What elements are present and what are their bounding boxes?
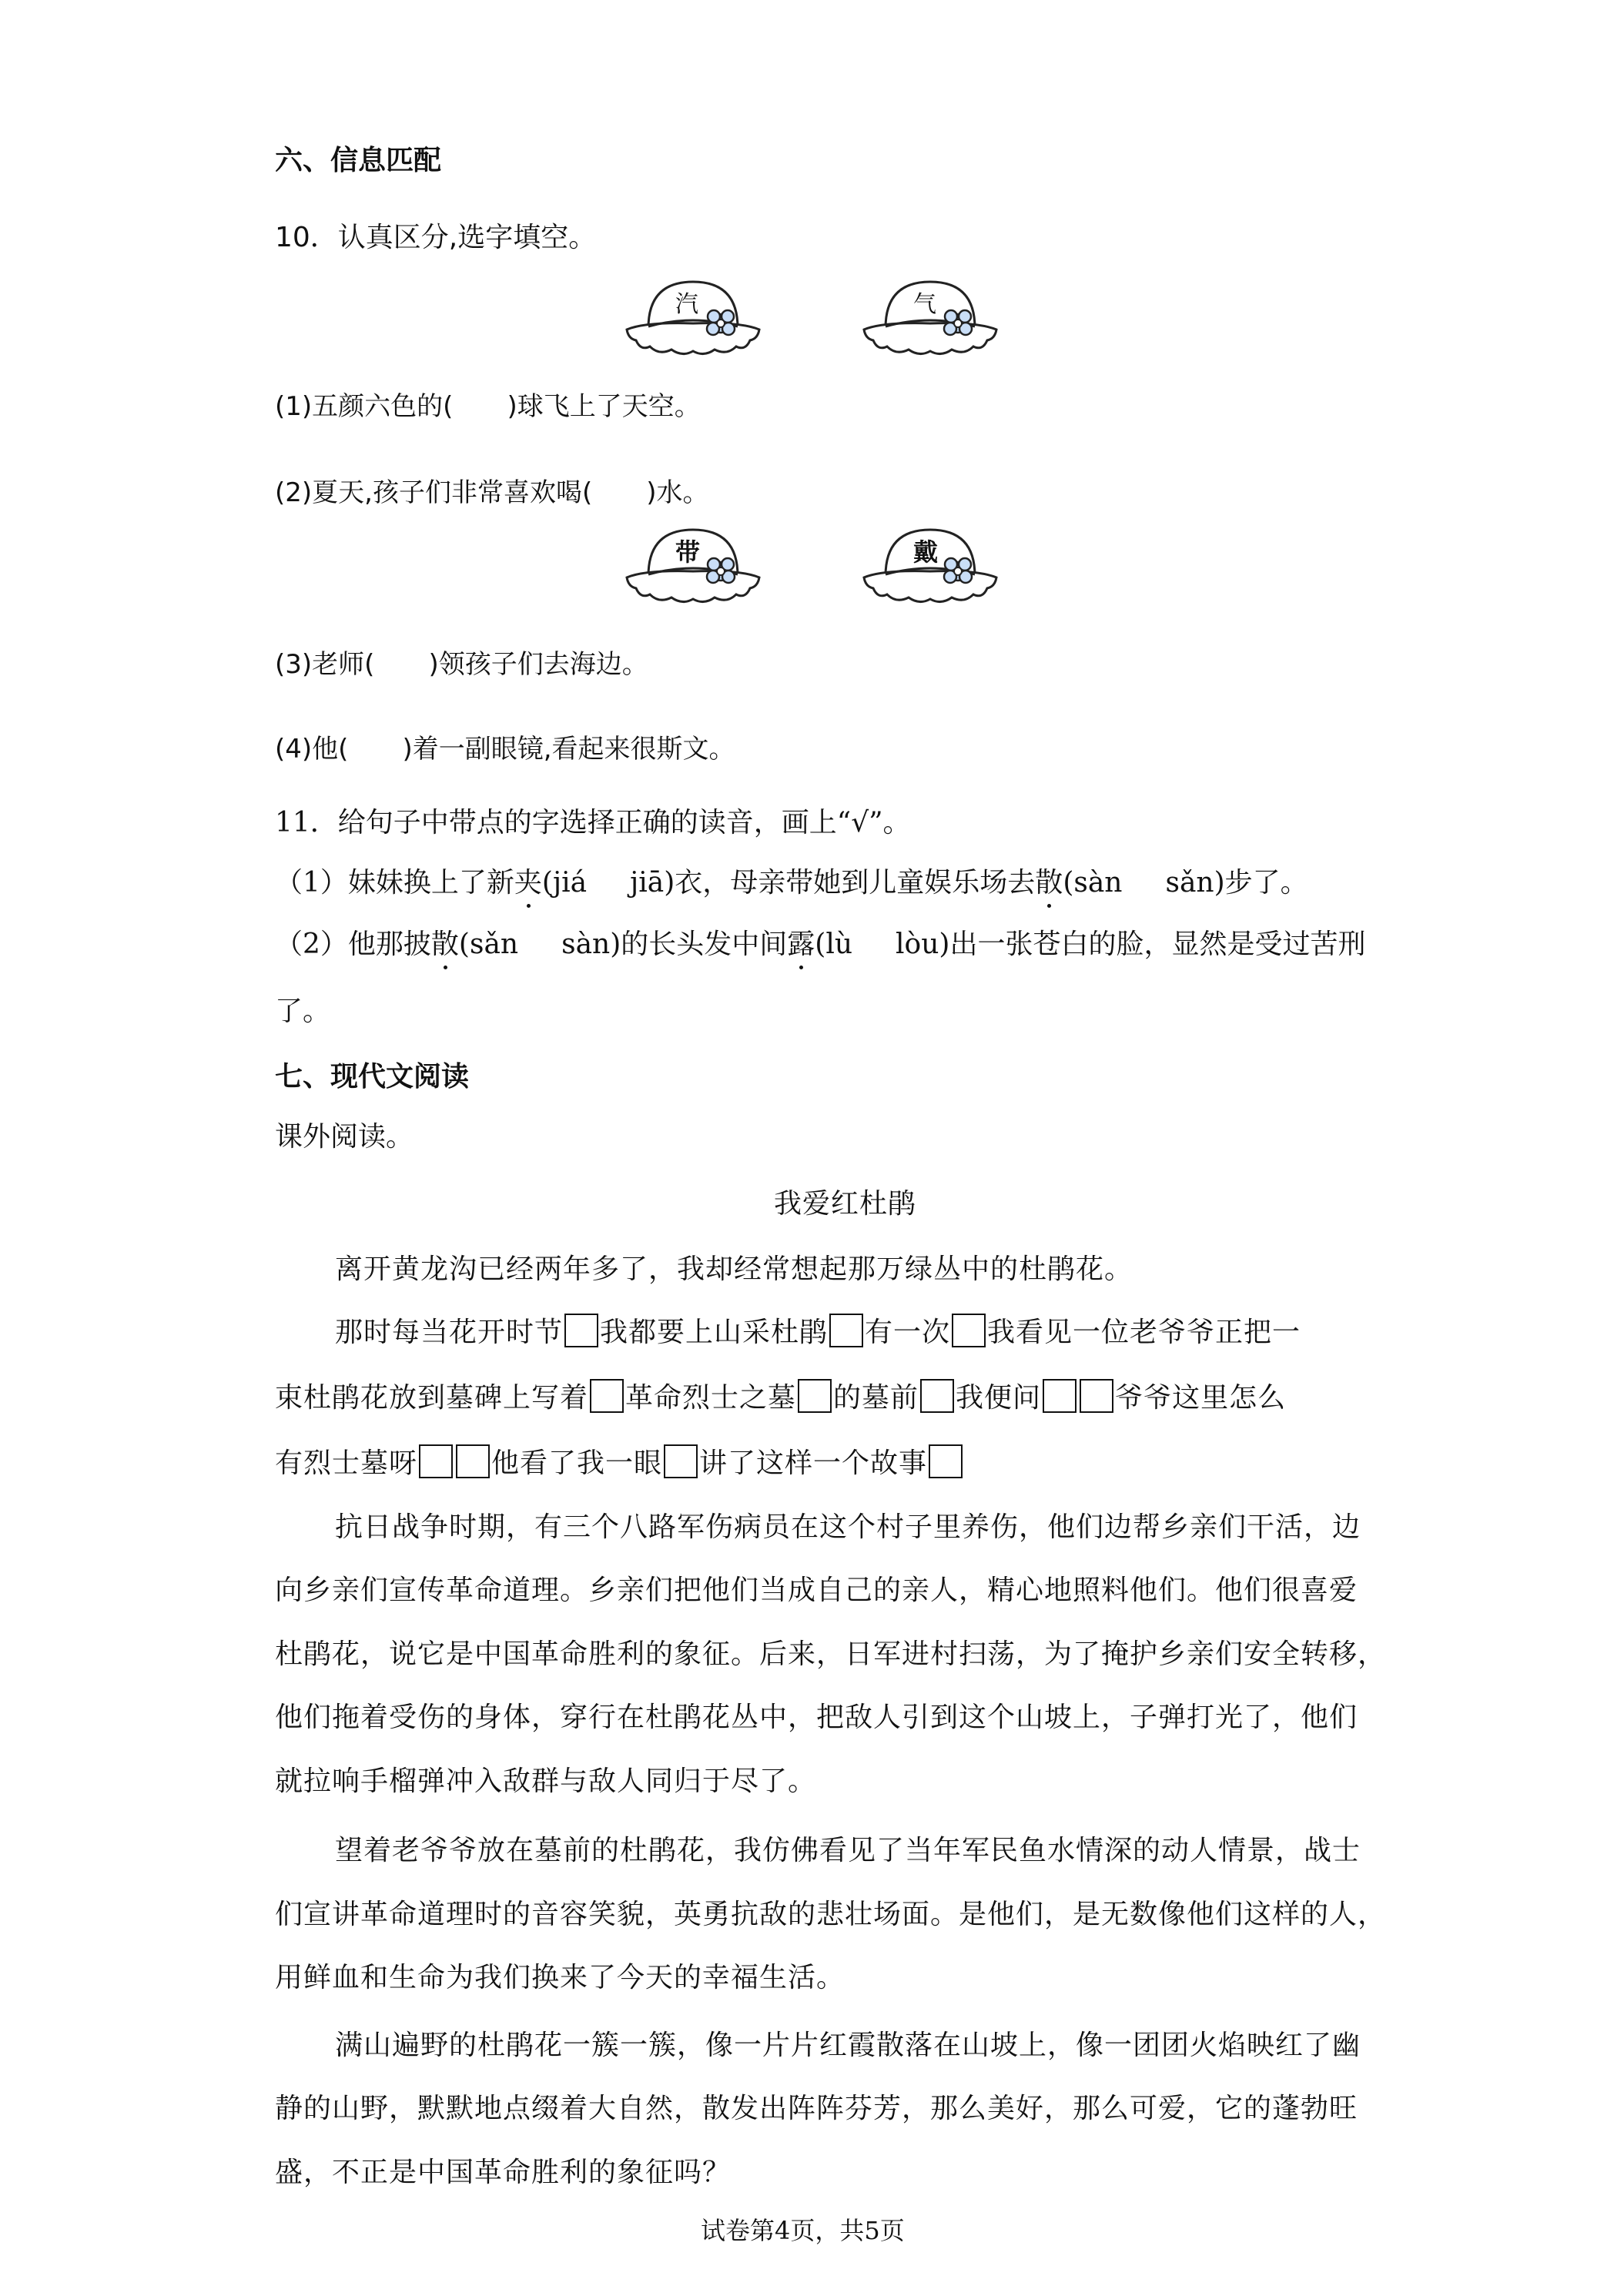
q10-item-3-pre: (3)老师( <box>275 649 375 680</box>
punct-box-1[interactable] <box>564 1314 598 1347</box>
q11-s2-option-san3[interactable]: (sǎn <box>458 929 519 960</box>
q10-item-2-pre: (2)夏天,孩子们非常喜欢喝( <box>275 477 593 508</box>
punct-box-3[interactable] <box>952 1314 986 1347</box>
q10-item-1-post: )球飞上了天空。 <box>507 391 701 422</box>
q11-s1-text-1: （1）妹妹换上了新 <box>275 867 514 899</box>
q11-sentence-2-cont: 了。 <box>275 996 331 1027</box>
q11-prompt: 11．给句子中带点的字选择正确的读音，画上“√”。 <box>275 807 911 838</box>
article-p5-line-2: 静的山野，默默地点缀着大自然，散发出阵阵芬芳，那么美好，那么可爱，它的蓬勃旺 <box>275 2093 1358 2124</box>
q10-item-1-pre: (1)五颜六色的( <box>275 391 454 422</box>
article-p5-line-3: 盛，不正是中国革命胜利的象征吗？ <box>275 2157 732 2188</box>
q11-s1-option-san4[interactable]: (sàn <box>1063 867 1123 899</box>
article-p1: 离开黄龙沟已经两年多了，我却经常想起那万绿丛中的杜鹃花。 <box>335 1253 1133 1285</box>
article-p4-line-3: 用鲜血和生命为我们换来了今天的幸福生活。 <box>275 1962 845 1993</box>
q11-s2-dotted-char-1: 散 <box>431 922 459 962</box>
q11-s2-option-lu4[interactable]: (lù <box>815 929 853 960</box>
q11-s2-text-1: （2）他那披 <box>275 929 431 960</box>
hat-label-qi-2: 气 <box>913 291 936 318</box>
article-p3-line-3: 杜鹃花，说它是中国革命胜利的象征。后来，日军进村扫荡，为了掩护乡亲们安全转移， <box>275 1638 1387 1670</box>
q10-item-1 <box>275 385 701 423</box>
q11-s1-option-jia2[interactable]: (jiá <box>541 867 588 899</box>
q10-item-2 <box>275 471 709 509</box>
q11-s2-dotted-char-2: 露 <box>787 922 815 962</box>
section-7-subtitle: 课外阅读。 <box>275 1121 414 1153</box>
section-6-title: 六、信息匹配 <box>275 145 442 176</box>
q10-prompt: 10．认真区分,选字填空。 <box>275 222 597 253</box>
article-p5-line-1: 满山遍野的杜鹃花一簇一簇，像一片片红霞散落在山坡上，像一团团火焰映红了幽 <box>335 2030 1361 2061</box>
punct-box-2[interactable] <box>829 1314 863 1347</box>
article-p3-line-2: 向乡亲们宣传革命道理。乡亲们把他们当成自己的亲人，精心地照料他们。他们很喜爱 <box>275 1575 1358 1606</box>
hat-label-dai-2: 戴 <box>913 537 939 567</box>
q10-item-2-post: )水。 <box>646 477 709 508</box>
q11-sentence-2 <box>275 922 1365 962</box>
q11-s1-option-jia1[interactable]: jiā)衣，母亲带她到儿童娱乐场去 <box>630 867 1036 899</box>
q11-s2-option-san4[interactable]: sàn)的长头发中间 <box>561 929 788 960</box>
punct-box-8[interactable] <box>1080 1379 1113 1413</box>
q11-sentence-1 <box>275 861 1308 900</box>
article-p3-line-4: 他们拖着受伤的身体，穿行在杜鹃花丛中，把敌人引到这个山坡上，子弹打光了，他们 <box>275 1702 1358 1733</box>
q10-item-4-post: )着一副眼镜,看起来很斯文。 <box>402 734 735 765</box>
punct-box-10[interactable] <box>456 1444 490 1478</box>
q11-s1-dotted-char-1: 夹 <box>514 861 542 900</box>
q11-s2-option-lou4[interactable]: lòu)出一张苍白的脸，显然是受过苦刑 <box>896 929 1366 960</box>
article-p3-line-5: 就拉响手榴弹冲入敌群与敌人同归于尽了。 <box>275 1766 817 1797</box>
punct-box-11[interactable] <box>664 1444 698 1478</box>
article-p2-line-1: 那时每当花开时节 我都要上山采杜鹃 有一次 我看见一位老爷爷正把一 <box>335 1310 1301 1350</box>
q11-s1-option-san3[interactable]: sǎn)步了。 <box>1165 867 1308 899</box>
article-p4-line-2: 们宣讲革命道理时的音容笑貌，英勇抗敌的悲壮场面。是他们，是无数像他们这样的人， <box>275 1899 1387 1930</box>
article-p3-line-1: 抗日战争时期，有三个八路军伤病员在这个村子里养伤，他们边帮乡亲们干活，边 <box>335 1511 1361 1543</box>
hat-label-dai-1: 带 <box>675 537 701 567</box>
hat-label-qi-1: 汽 <box>675 291 698 318</box>
punct-box-5[interactable] <box>798 1379 832 1413</box>
article-title: 我爱红杜鹃 <box>774 1188 917 1220</box>
punct-box-7[interactable] <box>1043 1379 1077 1413</box>
q10-item-3-post: )领孩子们去海边。 <box>428 649 648 680</box>
q10-item-4-pre: (4)他( <box>275 734 349 765</box>
punct-box-4[interactable] <box>590 1379 624 1413</box>
page-footer: 试卷第4页，共5页 <box>701 2216 905 2245</box>
q11-s1-dotted-char-2: 散 <box>1035 861 1063 900</box>
article-p2-line-3: 有烈士墓呀 他看了我一眼 讲了这样一个故事 <box>275 1441 964 1481</box>
q10-item-3 <box>275 643 648 681</box>
punct-box-9[interactable] <box>419 1444 453 1478</box>
article-p2-line-2: 束杜鹃花放到墓碑上写着 革命烈士之墓 的墓前 我便问 爷爷这里怎么 <box>275 1376 1286 1415</box>
article-p4-line-1: 望着老爷爷放在墓前的杜鹃花，我仿佛看见了当年军民鱼水情深的动人情景，战士 <box>335 1835 1361 1866</box>
punct-box-6[interactable] <box>920 1379 954 1413</box>
q10-item-4 <box>275 728 735 765</box>
punct-box-12[interactable] <box>929 1444 963 1478</box>
section-7-title: 七、现代文阅读 <box>275 1061 470 1093</box>
